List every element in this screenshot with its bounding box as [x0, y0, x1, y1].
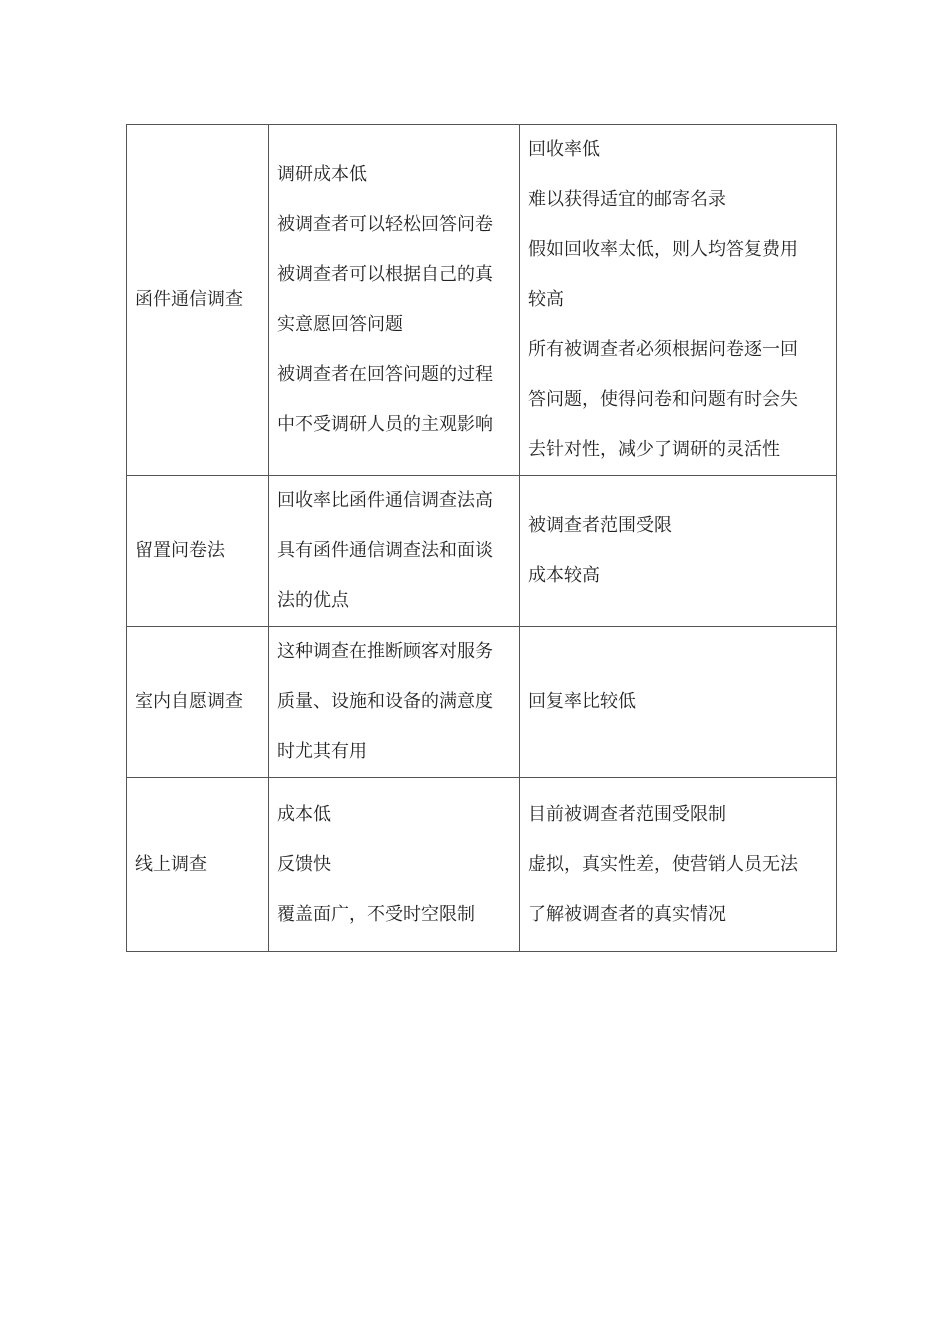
advantages-cell [269, 125, 520, 476]
table-row [127, 476, 837, 627]
method-name: 室内自愿调查 [135, 691, 243, 712]
advantage-line: 中不受调研人员的主观影响 [277, 414, 493, 435]
table-row [127, 125, 837, 476]
disadvantage-line: 难以获得适宜的邮寄名录 [528, 189, 726, 210]
disadvantages-cell [520, 125, 837, 476]
disadvantage-line: 假如回收率太低，则人均答复费用 [528, 239, 798, 260]
advantage-line: 覆盖面广，不受时空限制 [277, 903, 475, 925]
disadvantage-line: 较高 [528, 289, 564, 310]
advantage-line: 成本低 [277, 803, 331, 825]
advantage-line: 被调查者可以轻松回答问卷 [277, 214, 493, 235]
advantage-line: 调研成本低 [277, 164, 367, 185]
advantage-line: 法的优点 [277, 590, 349, 611]
disadvantage-line: 了解被调查者的真实情况 [528, 903, 726, 925]
method-cell [127, 778, 269, 952]
advantages-cell [269, 476, 520, 627]
advantage-line: 被调查者可以根据自己的真 [277, 264, 493, 285]
table-row [127, 627, 837, 778]
disadvantage-line: 回复率比较低 [528, 691, 636, 712]
disadvantage-line: 去针对性，减少了调研的灵活性 [528, 439, 780, 460]
method-cell [127, 125, 269, 476]
disadvantage-line: 目前被调查者范围受限制 [528, 803, 726, 825]
disadvantages-cell [520, 627, 837, 778]
advantage-line: 被调查者在回答问题的过程 [277, 364, 493, 385]
table-row [127, 778, 837, 952]
advantage-line: 回收率比函件通信调查法高 [277, 490, 493, 511]
advantages-cell [269, 627, 520, 778]
disadvantage-line: 成本较高 [528, 565, 600, 586]
disadvantage-line: 回收率低 [528, 139, 600, 160]
method-name: 线上调查 [135, 853, 207, 875]
advantage-line: 实意愿回答问题 [277, 314, 403, 335]
disadvantages-cell [520, 778, 837, 952]
advantage-line: 时尤其有用 [277, 741, 367, 762]
method-name: 留置问卷法 [135, 540, 225, 561]
disadvantage-line: 答问题，使得问卷和问题有时会失 [528, 389, 798, 410]
advantages-cell [269, 778, 520, 952]
method-name: 函件通信调查 [135, 289, 243, 310]
method-cell [127, 627, 269, 778]
disadvantage-line: 被调查者范围受限 [528, 515, 672, 536]
advantage-line: 这种调查在推断顾客对服务 [277, 641, 493, 662]
disadvantage-line: 虚拟，真实性差，使营销人员无法 [528, 853, 798, 875]
advantage-line: 具有函件通信调查法和面谈 [277, 540, 493, 561]
advantage-line: 质量、设施和设备的满意度 [277, 691, 493, 712]
method-cell [127, 476, 269, 627]
disadvantage-line: 所有被调查者必须根据问卷逐一回 [528, 339, 798, 360]
disadvantages-cell [520, 476, 837, 627]
advantage-line: 反馈快 [277, 853, 331, 875]
survey-methods-table [126, 124, 837, 952]
